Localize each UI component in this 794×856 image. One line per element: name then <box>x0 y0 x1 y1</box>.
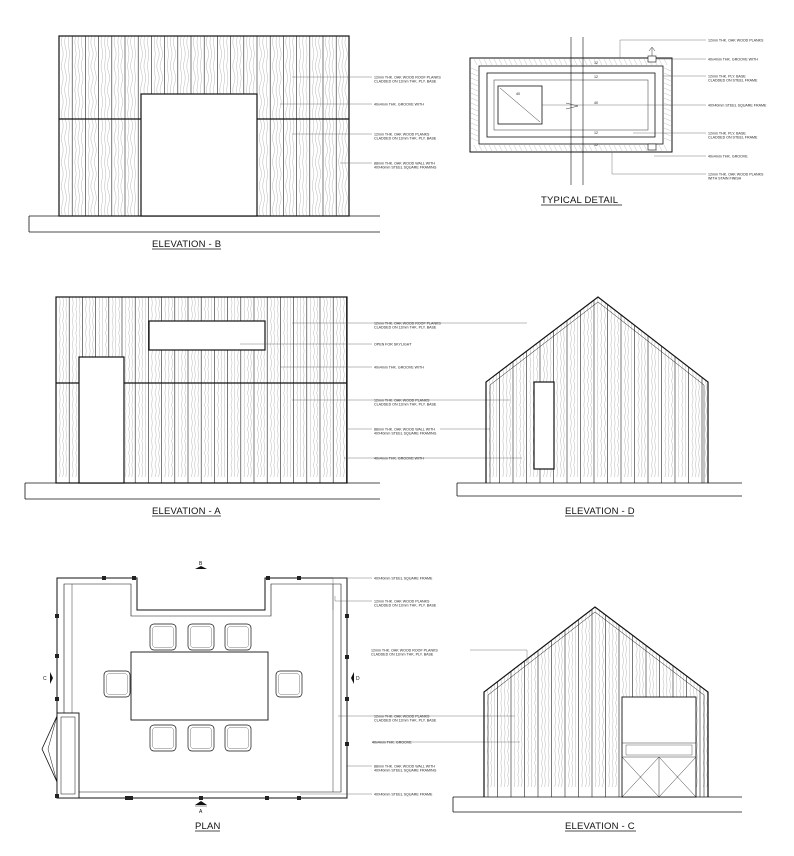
svg-text:12mm THK. OAK WOOD PLANKS: 12mm THK. OAK WOOD PLANKS <box>374 132 430 137</box>
svg-text:88mm THK. OAK WOOD WALL WITH: 88mm THK. OAK WOOD WALL WITH <box>374 764 435 769</box>
plan-outer-wall <box>57 578 347 798</box>
marker-a <box>195 801 207 815</box>
svg-text:CLADDED ON 12mm THK. PLY. BASE: CLADDED ON 12mm THK. PLY. BASE <box>374 718 437 723</box>
svg-text:40x4mm THK. GROOVE: 40x4mm THK. GROOVE <box>708 154 748 159</box>
title-elevation-c: ELEVATION - C <box>565 821 635 832</box>
svg-text:40X40mm STEEL SQUARE FRAMING: 40X40mm STEEL SQUARE FRAMING <box>374 431 437 436</box>
svg-text:CLADDED ON 12mm THK. PLY. BASE: CLADDED ON 12mm THK. PLY. BASE <box>374 79 437 84</box>
svg-text:CLADDED ON 12mm THK. PLY. BASE: CLADDED ON 12mm THK. PLY. BASE <box>374 603 437 608</box>
svg-text:12mm THK. OAK WOOD PLANKS: 12mm THK. OAK WOOD PLANKS <box>708 38 764 43</box>
svg-text:CLADDED ON 12mm THK. PLY. BASE: CLADDED ON 12mm THK. PLY. BASE <box>374 325 437 330</box>
title-typical-detail: TYPICAL DETAIL <box>541 195 619 206</box>
notes-a <box>240 322 527 461</box>
svg-text:40X40mm STEEL SQUARE FRAME: 40X40mm STEEL SQUARE FRAME <box>708 103 767 108</box>
svg-text:40x4mm THK. GROOVE WITH: 40x4mm THK. GROOVE WITH <box>374 365 424 370</box>
marker-d <box>351 672 360 684</box>
svg-text:12: 12 <box>594 75 598 79</box>
wood-texture-d <box>486 297 713 483</box>
svg-text:12: 12 <box>594 143 598 147</box>
svg-text:12mm THK. OAK WOOD PLANKS: 12mm THK. OAK WOOD PLANKS <box>708 172 764 177</box>
svg-text:CLADDED ON STEEL FRAME: CLADDED ON STEEL FRAME <box>708 135 758 140</box>
door-opening-a <box>79 357 124 483</box>
svg-text:D: D <box>356 676 360 682</box>
svg-text:12mm THK. OAK WOOD PLANKS: 12mm THK. OAK WOOD PLANKS <box>374 398 430 403</box>
svg-text:12mm THK. OAK WOOD PLANKS: 12mm THK. OAK WOOD PLANKS <box>374 714 430 719</box>
svg-text:B: B <box>199 561 203 567</box>
notes-c <box>371 649 527 745</box>
svg-text:A: A <box>199 809 203 815</box>
svg-text:OPEN FOR SKYLIGHT: OPEN FOR SKYLIGHT <box>374 342 412 347</box>
svg-text:12: 12 <box>594 131 598 135</box>
elevation-d <box>457 297 742 517</box>
svg-text:WITH STAIN FINISH: WITH STAIN FINISH <box>708 176 742 181</box>
svg-text:88mm THK. OAK WOOD WALL WITH: 88mm THK. OAK WOOD WALL WITH <box>374 161 435 166</box>
svg-text:12mm THK. OAK WOOD ROOF PLANKS: 12mm THK. OAK WOOD ROOF PLANKS <box>371 648 438 653</box>
svg-text:40X40mm STEEL SQUARE FRAME: 40X40mm STEEL SQUARE FRAME <box>374 792 433 797</box>
svg-text:C: C <box>43 676 47 682</box>
title-elevation-d: ELEVATION - D <box>565 506 635 517</box>
svg-text:40X40mm STEEL SQUARE FRAMING: 40X40mm STEEL SQUARE FRAMING <box>374 165 437 170</box>
plan <box>42 561 520 832</box>
svg-text:12mm THK. PLY. BASE: 12mm THK. PLY. BASE <box>708 74 746 79</box>
marker-b <box>195 561 207 569</box>
door-opening-b <box>141 94 257 216</box>
skylight-opening <box>149 321 265 350</box>
svg-text:40x4mm THK. GROOVE WITH: 40x4mm THK. GROOVE WITH <box>374 456 424 461</box>
svg-text:CLADDED ON 12mm THK. PLY. BASE: CLADDED ON 12mm THK. PLY. BASE <box>374 402 437 407</box>
svg-text:40x4mm THK. GROOVE: 40x4mm THK. GROOVE <box>372 740 412 745</box>
chairs <box>104 624 302 751</box>
svg-text:12mm THK. OAK WOOD ROOF PLANKS: 12mm THK. OAK WOOD ROOF PLANKS <box>374 321 441 326</box>
svg-text:40: 40 <box>516 92 520 96</box>
svg-text:12mm THK. OAK WOOD PLANKS: 12mm THK. OAK WOOD PLANKS <box>374 599 430 604</box>
notes-b <box>280 76 441 170</box>
svg-text:40x4mm THK. GROOVE WITH: 40x4mm THK. GROOVE WITH <box>708 57 758 62</box>
svg-text:12mm THK. PLY. BASE: 12mm THK. PLY. BASE <box>708 131 746 136</box>
svg-text:CLADDED ON 12mm THK. PLY. BASE: CLADDED ON 12mm THK. PLY. BASE <box>374 136 437 141</box>
svg-text:40X40mm STEEL SQUARE FRAMING: 40X40mm STEEL SQUARE FRAMING <box>374 768 437 773</box>
window-opening-d <box>534 382 554 469</box>
title-plan: PLAN <box>195 821 221 832</box>
elevation-a <box>25 297 527 517</box>
svg-text:12: 12 <box>594 61 598 65</box>
marker-c <box>43 672 53 684</box>
svg-text:40X40mm STEEL SQUARE FRAME: 40X40mm STEEL SQUARE FRAME <box>374 576 433 581</box>
svg-text:CLADDED ON STEEL FRAME: CLADDED ON STEEL FRAME <box>708 78 758 83</box>
svg-text:40x4mm THK. GROOVE WITH: 40x4mm THK. GROOVE WITH <box>374 102 424 107</box>
title-elevation-a: ELEVATION - A <box>152 506 221 517</box>
table <box>131 652 268 720</box>
svg-text:40: 40 <box>594 101 598 105</box>
title-elevation-b: ELEVATION - B <box>152 239 222 250</box>
svg-text:88mm THK. OAK WOOD WALL WITH: 88mm THK. OAK WOOD WALL WITH <box>374 427 435 432</box>
elevation-b <box>29 36 441 250</box>
svg-text:CLADDED ON 12mm THK. PLY. BASE: CLADDED ON 12mm THK. PLY. BASE <box>371 652 434 657</box>
typical-detail <box>470 37 767 206</box>
svg-text:12mm THK. OAK WOOD ROOF PLANKS: 12mm THK. OAK WOOD ROOF PLANKS <box>374 75 441 80</box>
